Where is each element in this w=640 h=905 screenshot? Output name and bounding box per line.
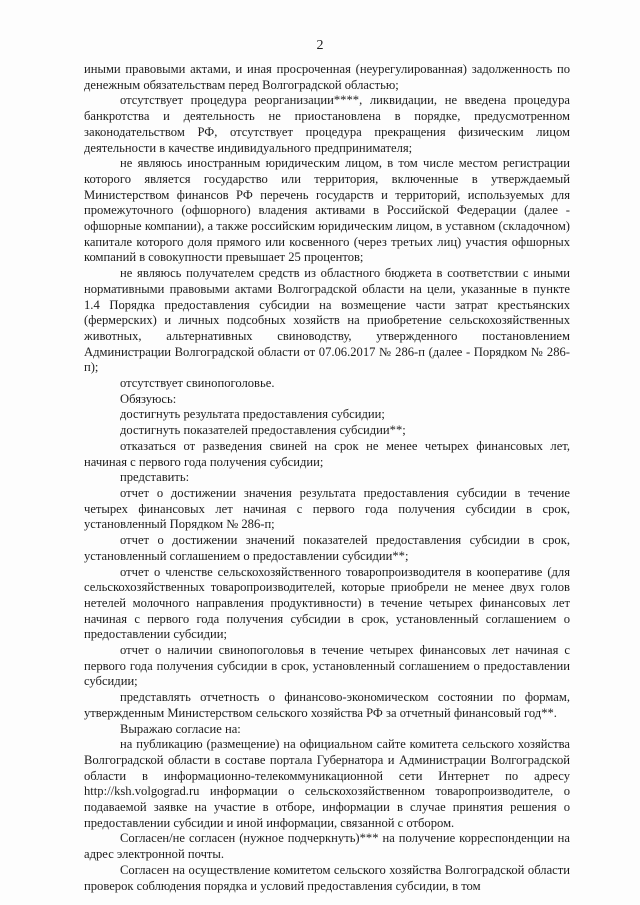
paragraph: отчет о наличии свинопоголовья в течение четырех финансовых лет начиная с первого года получения субсидии в срок, установленный соглашением о предоставлении субсидии; [84,643,570,689]
paragraph: отсутствует процедура реорганизации****, ликвидации, не введена процедура банкротства и деятельность не приостановлена в порядке, предусмотренном законодательством РФ, отсутствует процедура прекращения физическим лицом деятельности в качестве индивидуального предпринимателя; [84,93,570,155]
paragraph: не являюсь получателем средств из областного бюджета в соответствии с иными нормативными правовыми актами Волгоградской области на цели, указанные в пункте 1.4 Порядка предоставления субсидии на возмещение части затрат крестьянских (фермерских) и личных подсобных хозяйств на приобретение сельскохозяйственных животных, альтернативных свиноводству, утвержденного постановлением Администрации Волгоградской области от 07.06.2017 № 286-п (далее - Порядком № 286-п); [84,266,570,375]
paragraph: отчет о членстве сельскохозяйственного товаропроизводителя в кооперативе (для сельскохозяйственных товаропроизводителей, которые приобрели не менее двух голов нетелей молочного направления продуктивности) в течение четырех финансовых лет начиная с первого года получения субсидии в срок, установленный соглашением о предоставлении субсидии; [84,564,570,642]
paragraph: отказаться от разведения свиней на срок не менее четырех финансовых лет, начиная с первого года получения субсидии; [84,438,570,469]
paragraph: достигнуть показателей предоставления субсидии**; [120,423,406,438]
paragraph: на публикацию (размещение) на официальном сайте комитета сельского хозяйства Волгоградской области в составе портала Губернатора и Администрации Волгоградской области в информационно-телекоммуникационной сети Интернет по адресу http://ksh.volgograd.ru информации о сельскохозяйственном товаропроизводителе, о подаваемой заявке на участие в отборе, информации в случае принятия решения о предоставлении субсидии и иной информации, связанной с отбором. [84,737,570,830]
paragraph: иными правовыми актами, и иная просроченная (неурегулированная) задолженность по денежным обязательствам перед Волгоградской областью; [84,62,570,92]
paragraph: Выражаю согласие на: [120,721,241,736]
document-body [84,62,570,894]
paragraph: отчет о достижении значения результата предоставления субсидии в течение четырех финансовых лет начиная с первого года получения субсидии в срок, установленный Порядком № 286-п; [84,485,570,532]
paragraph: Согласен/не согласен (нужное подчеркнуть)*** на получение корреспонденции на адрес электронной почты. [84,831,570,862]
paragraph: представить: [120,470,190,485]
paragraph: Обязуюсь: [120,391,177,406]
paragraph: отчет о достижении значений показателей предоставления субсидии в срок, установленный соглашением о предоставлении субсидии**; [84,533,570,563]
paragraph: достигнуть результата предоставления субсидии; [120,407,385,422]
paragraph: представлять отчетность о финансово-экономическом состоянии по формам, утвержденным Министерством сельского хозяйства РФ за отчетный финансовый год**. [84,690,570,720]
paragraph: Согласен на осуществление комитетом сельского хозяйства Волгоградской области проверок соблюдения порядка и условий предоставления субсидии, в том [84,862,570,893]
paragraph: не являюсь иностранным юридическим лицом, в том числе местом регистрации которого является государство или территория, включенные в утверждаемый Министерством финансов РФ перечень государств и территорий, используемых для промежуточного (офшорного) владения активами в Российской Федерации (далее - офшорные компании), а также российским юридическим лицом, в уставном (складочном) капитале которого доля прямого или косвенного (через третьих лиц) участия офшорных компаний в совокупности превышает 25 процентов; [84,156,570,265]
paragraph: отсутствует свинопоголовье. [120,376,275,391]
page-number: 2 [316,38,324,53]
